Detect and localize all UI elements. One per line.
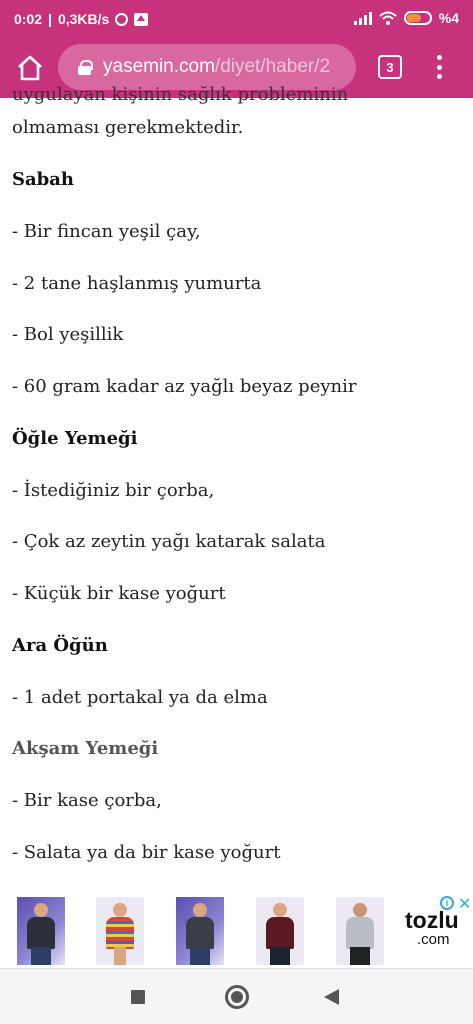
list-item: - Küçük bir kase yoğurt [12,583,226,604]
battery-icon [404,11,432,25]
battery-level: %4 [438,10,459,26]
ad-brand-domain: .com [417,931,450,948]
overflow-menu-button[interactable] [430,53,448,81]
signal-icon [354,12,372,25]
ad-product-mens-sweater[interactable] [256,897,304,965]
ad-product-striped-dress[interactable] [96,897,144,965]
article-content [0,84,473,890]
section-heading-aksam: Akşam Yemeği [12,738,159,759]
upload-icon [134,13,148,26]
menu-dot-icon [437,55,442,60]
article-text: olmaması gerekmektedir. [12,117,244,138]
article-cut-line: uygulayan kişinin sağlık probleminin [12,84,349,105]
menu-dot-icon [437,65,442,70]
list-item: - Bir fincan yeşil çay, [12,221,201,242]
status-time: 0:02 [14,11,43,27]
list-item: - Bol yeşillik [12,324,124,345]
ad-brand-name: tozlu [405,907,459,933]
ad-product-grey-sweater[interactable] [336,897,384,965]
list-item: - Bir kase çorba, [12,790,162,811]
ad-banner[interactable] [0,893,473,968]
wifi-icon [379,11,397,25]
list-item: - Çok az zeytin yağı katarak salata [12,531,326,552]
url-path: /diyet/haber/2 [214,56,331,77]
home-button[interactable] [14,52,46,84]
system-nav-bar [0,968,473,1024]
home-icon [14,52,46,84]
section-heading-sabah: Sabah [12,169,74,190]
list-item: - İstediğiniz bir çorba, [12,480,215,501]
alarm-icon [115,13,128,26]
lock-icon [78,60,91,75]
section-heading-ogle: Öğle Yemeği [12,428,138,449]
menu-dot-icon [437,74,442,79]
ad-product-sweater-boy[interactable] [17,897,65,965]
close-icon[interactable]: ✕ [458,896,472,913]
section-heading-ara: Ara Öğün [12,635,108,656]
info-icon[interactable]: i [440,896,454,910]
back-icon[interactable] [324,989,339,1005]
url-host: yasemin.com [103,56,215,77]
tab-switcher-button[interactable]: 3 [378,55,402,79]
list-item: - Salata ya da bir kase yoğurt [12,842,281,863]
ad-brand-logo[interactable] [405,909,459,947]
list-item: - 1 adet portakal ya da elma [12,687,268,708]
recents-icon[interactable] [131,990,145,1004]
list-item: - 2 tane haşlanmış yumurta [12,273,262,294]
status-bar: 0:02 | 0,3KB/s %4 [0,0,473,38]
ad-product-jacket-boy[interactable] [176,897,224,965]
home-circle-icon[interactable] [225,985,249,1009]
network-speed: 0,3KB/s [57,11,110,27]
list-item: - 60 gram kadar az yağlı beyaz peynir [12,376,357,397]
